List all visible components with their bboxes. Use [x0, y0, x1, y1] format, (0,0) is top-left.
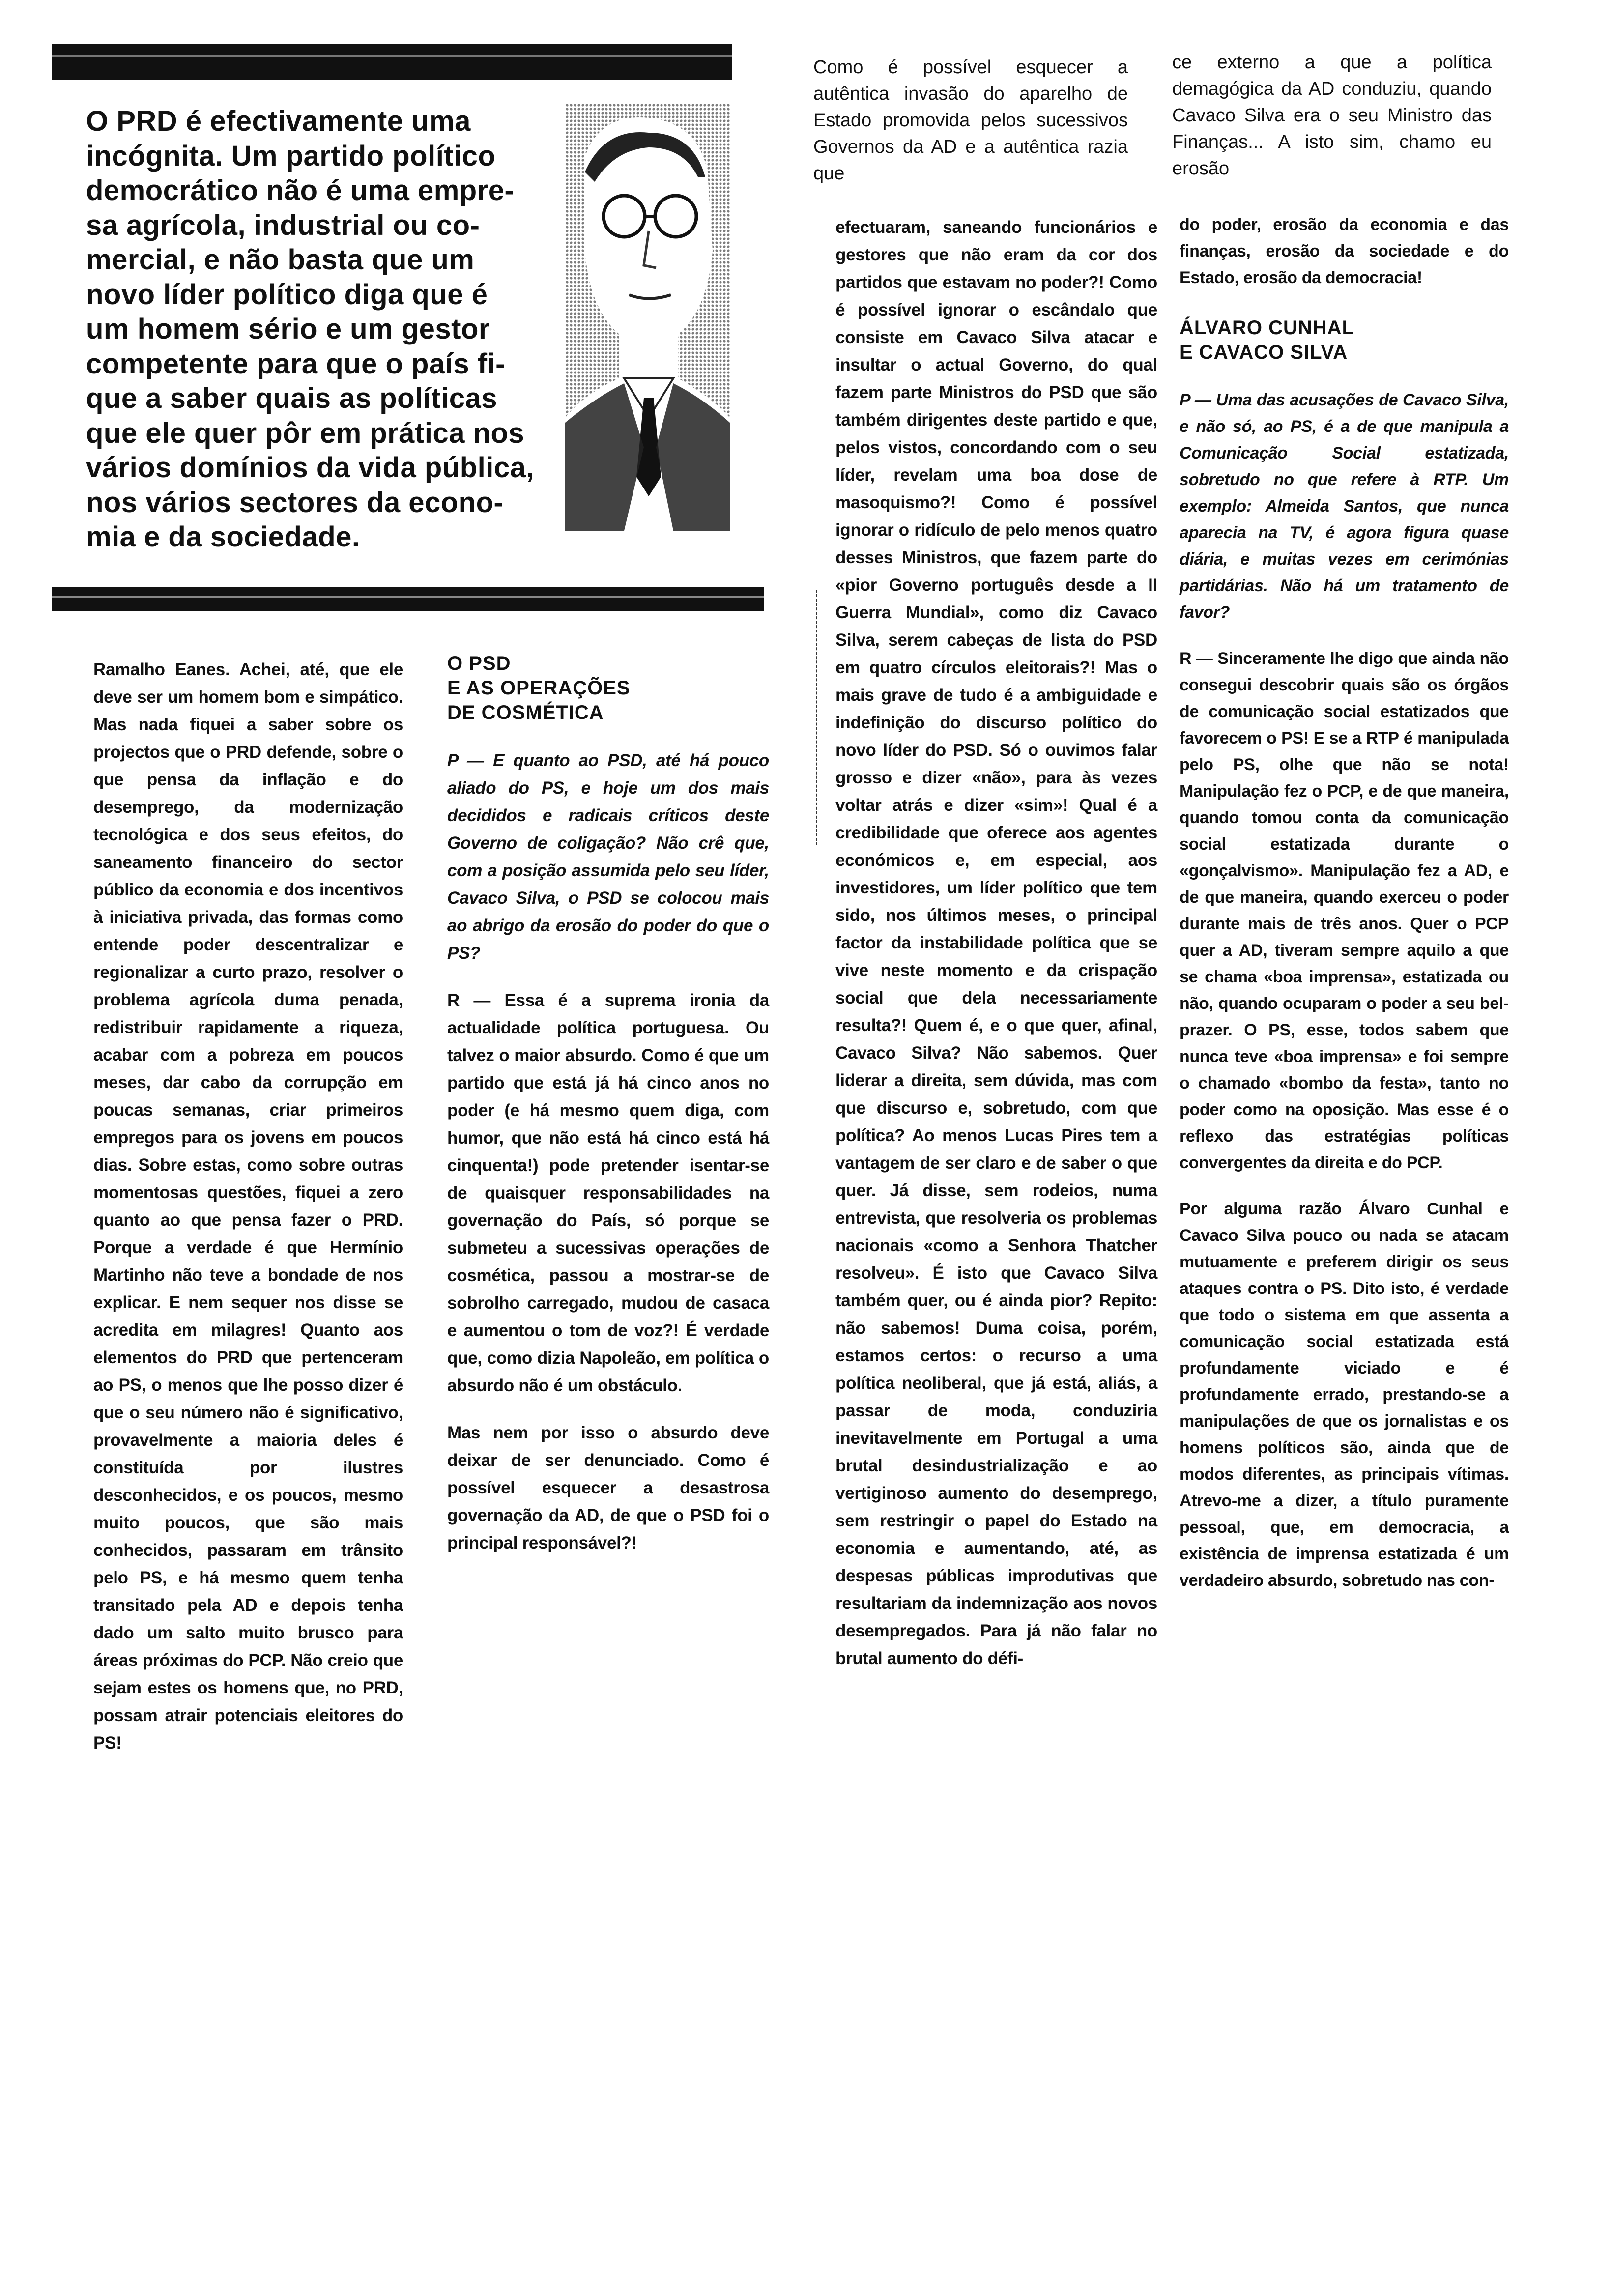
interview-question: P — Uma das acusações de Cavaco Silva, e não só, ao PS, é a de que manipula a Comunicação Social estatizada, sobretudo no que refere à RTP. Um exemplo: Almeida Santos, que nunca aparecia na TV, é agora figura quase diária, e muitas vezes em cerimónias partidárias. Não há um tratamento de favor?: [1180, 391, 1509, 622]
portrait-photo: [565, 103, 730, 531]
column-1: [93, 656, 403, 1757]
interview-question: P — E quanto ao PSD, até há pouco aliado do PS, e hoje um dos mais decididos e radicais críticos deste Governo de coligação? Não crê que, com a posição assumida pelo seu líder, Cavaco Silva, o PSD se colocou mais ao abrigo da erosão do poder do que o PS?: [447, 751, 769, 963]
body-paragraph: Por alguma razão Álvaro Cunhal e Cavaco Silva pouco ou nada se atacam mutuamente e preferem dirigir os seus ataques contra o PS. Dito isto, é verdade que todo o sistema em que assenta a comunicação social estatizada está profundamente viciado e é profundamente errado, prestando-se a manipulações de que os jornalistas e os homens políticos são, ainda que de modos diferentes, as principais vítimas. Atrevo-me a dizer, a título puramente pessoal, que, em democracia, a existência de imprensa estatizada é um verdadeiro absurdo, sobretudo nas con-: [1180, 1200, 1509, 1590]
headline-line: vários domínios da vida pública,: [86, 452, 534, 484]
column-4-top: [1172, 49, 1492, 182]
column-3-top: [813, 54, 1128, 187]
headline-line: democrático não é uma empre-: [86, 174, 515, 206]
body-paragraph: Como é possível esquecer a autêntica invasão do aparelho de Estado promovida pelos sucessivos Governos da AD e a autêntica razia que: [813, 57, 1128, 184]
body-paragraph: Mas nem por isso o absurdo deve deixar de ser denunciado. Como é possível esquecer a desastrosa governação da AD, de que o PSD foi o principal responsável?!: [447, 1423, 769, 1552]
headline-line: mercial, e não basta que um: [86, 244, 475, 276]
body-paragraph: do poder, erosão da economia e das finanças, erosão da sociedade e do Estado, erosão da democracia!: [1180, 215, 1509, 287]
headline-line: incógnita. Um partido político: [86, 140, 496, 172]
heading-line: E CAVACO SILVA: [1180, 342, 1348, 363]
interview-answer: R — Sinceramente lhe digo que ainda não consegui descobrir quais são os órgãos de comunicação social estatizados que favorecem o PS! E se a RTP é manipulada pelo PS, olhe que não se nota! Manipulação fez o PCP, e de que maneira, quando tomou conta da comunicação social estatizada durante o «gonçalvismo». Manipulação fez a AD, e de que maneira, quando exerceu o poder durante mais de três anos. Quer o PCP quer a AD, tiveram sempre aquilo a que se chama «boa imprensa», estatizada ou não, quando ocuparam o poder a seu bel-prazer. O PS, esse, todos sabem que nunca teve «boa imprensa» e foi sempre o chamado «bombo da festa», tanto no poder como na oposição. Mas esse é o reflexo das estratégias políticas convergentes da direita e do PCP.: [1180, 649, 1509, 1172]
heading-line: ÁLVARO CUNHAL: [1180, 317, 1354, 339]
body-paragraph: ce externo a que a política demagógica da AD conduziu, quando Cavaco Silva era o seu Ministro das Finanças... A isto sim, chamo eu erosão: [1172, 52, 1492, 179]
section-rule: [52, 587, 764, 611]
body-paragraph: Ramalho Eanes. Achei, até, que ele deve ser um homem bom e simpático. Mas nada fiquei a saber sobre os projectos que o PRD defende, sobre o que pensa da inflação e do desemprego, da modernização tecnológica e dos seus efeitos, do saneamento financeiro do sector público da economia e dos incentivos à iniciativa privada, das formas como entende poder descentralizar e regionalizar a curto prazo, resolver o problema agrícola duma penada, redistribuir rapidamente a riqueza, acabar com a pobreza em poucos meses, dar cabo da corrupção em poucas semanas, criar primeiros empregos para os jovens em poucos dias. Sobre estas, como sobre outras momentosas questões, fiquei a zero quanto ao que pensa fazer o PRD. Porque a verdade é que Hermínio Martinho não teve a bondade de nos explicar. E nem sequer nos disse se acredita em milagres! Quanto aos elementos do PRD que pertenceram ao PS, o menos que lhe posso dizer é que o seu número não é significativo, provavelmente a maioria deles é constituída por ilustres desconhecidos, e os poucos, mesmo muito poucos, que são mais conhecidos, passaram em trânsito pelo PS, e há mesmo quem tenha transitado pela AD e depois tenha dado um salto muito brusco para áreas próximas do PCP. Não creio que sejam estes os homens que, no PRD, possam atrair potenciais eleitores do PS!: [93, 660, 403, 1752]
headline-line: que ele quer pôr em prática nos: [86, 417, 525, 449]
column-3: [835, 214, 1157, 1672]
headline-line: O PRD é efectivamente uma: [86, 105, 471, 137]
headline-line: sa agrícola, industrial ou co-: [86, 209, 480, 241]
section-heading-psd: [447, 651, 769, 725]
headline-line: nos vários sectores da econo-: [86, 486, 504, 518]
headline-line: novo líder político diga que é: [86, 278, 488, 311]
body-paragraph: efectuaram, saneando funcionários e gestores que não eram da cor dos partidos que estavam no poder?! Como é possível ignorar o escândalo que consiste em Cavaco Silva atacar e insultar o actual Governo, do qual fazem parte Ministros do PSD que são também dirigentes deste partido e que, pelos vistos, concordando com o seu líder, revelam uma boa dose de masoquismo?! Como é possível ignorar o ridículo de pelo menos quatro desses Ministros, que fazem parte do «pior Governo português desde a II Guerra Mundial», como diz Cavaco Silva, serem cabeças de lista do PSD em quatro círculos eleitorais?! Mas o mais grave de tudo é a ambiguidade e indefinição do discurso político do novo líder do PSD. Só o ouvimos falar grosso e dizer «não», para às vezes voltar atrás e dizer «sim»! Qual é a credibilidade que oferece aos agentes económicos e, em especial, aos investidores, um líder político que tem sido, nos últimos meses, o principal factor da instabilidade política que se vive neste momento e da crispação social que dela necessariamente resulta?! Quem é, e o que quer, afinal, Cavaco Silva? Não sabemos. Quer liderar a direita, sem dúvida, mas com que discurso e, sobretudo, com que política? Ao menos Lucas Pires tem a vantagem de ser claro e de saber o que quer. Já disse, sem rodeios, numa entrevista, que resolveria os problemas nacionais «como a Senhora Thatcher resolveu». É isto que Cavaco Silva também quer, ou é ainda pior? Repito: não sabemos! Duma coisa, porém, estamos certos: o recurso a uma política neoliberal, que já está, aliás, a passar de moda, conduziria inevitavelmente em Portugal a uma brutal desindustrialização e ao vertiginoso aumento do desemprego, sem restringir o papel do Estado na economia e aumentando, até, as despesas públicas improdutivas que resultariam da indemnização aos novos desempregados. Para já não falar no brutal aumento do défi-: [835, 218, 1157, 1668]
heading-line: E AS OPERAÇÕES: [447, 677, 631, 699]
column-2: [447, 651, 769, 1557]
heading-line: O PSD: [447, 653, 511, 674]
section-heading-cunhal: [1180, 316, 1509, 365]
headline-lead: [86, 104, 560, 555]
top-rule: [52, 44, 732, 80]
column-4: [1180, 211, 1509, 1594]
interview-answer: R — Essa é a suprema ironia da actualidade política portuguesa. Ou talvez o maior absurdo. Como é que um partido que está já há cinco anos no poder (e há mesmo quem diga, com humor, que não está há cinco está há cinquenta!) pode pretender isentar-se de quaisquer responsabilidades na governação do País, só porque se submeteu a sucessivas operações de cosmética, passou a mostrar-se de sobrolho carregado, mudou de casaca e aumentou o tom de voz?! É verdade que, como dizia Napoleão, em política o absurdo não é um obstáculo.: [447, 991, 769, 1395]
heading-line: DE COSMÉTICA: [447, 702, 604, 723]
headline-line: um homem sério e um gestor: [86, 313, 490, 345]
column-divider: [816, 590, 819, 845]
headline-line: que a saber quais as políticas: [86, 382, 497, 414]
headline-line: mia e da sociedade.: [86, 521, 360, 553]
headline-line: competente para que o país fi-: [86, 347, 505, 380]
